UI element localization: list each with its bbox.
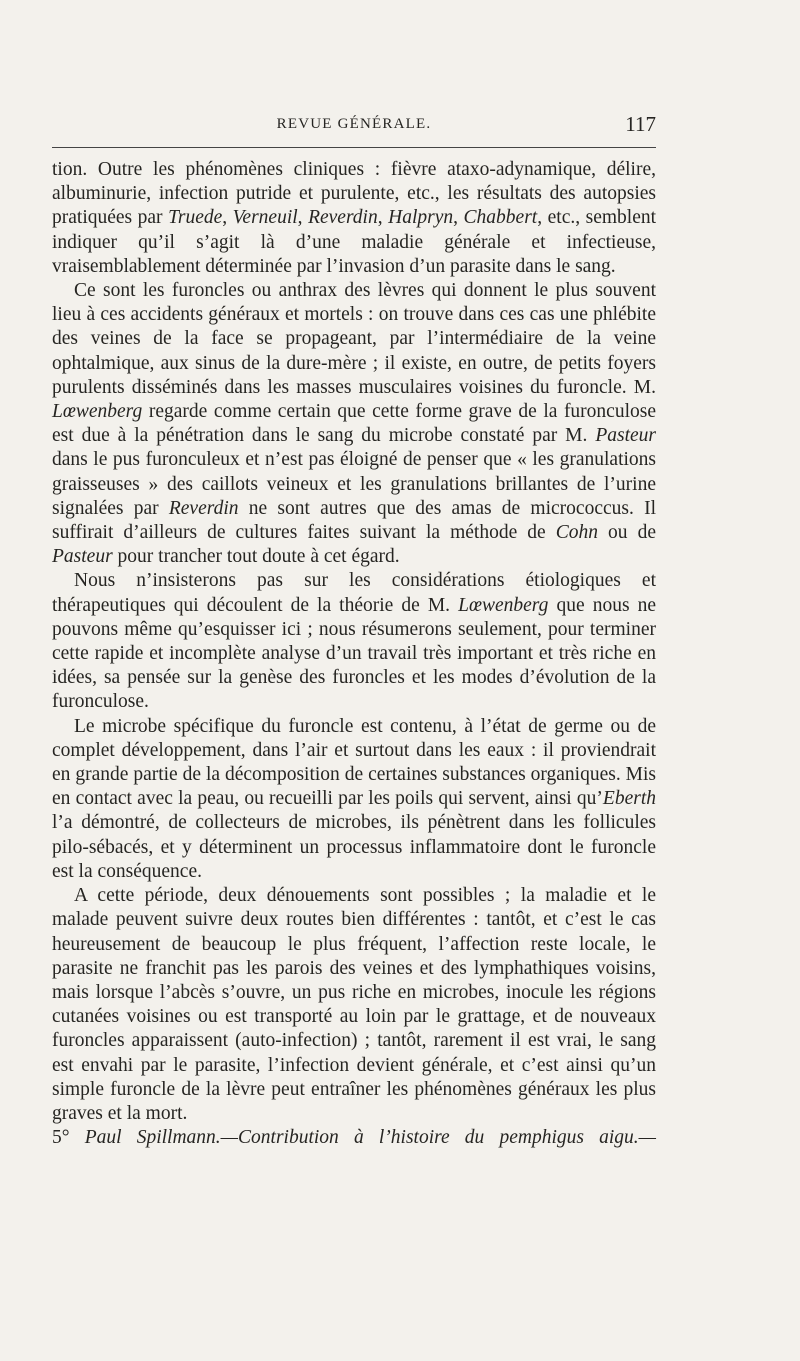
paragraph-text: etc., semblent indiquer qu’il s’agit là d’une maladie générale et infectieuse, vraisemblablement déterminée par l’invasion d’un parasite dans le sang. [52, 207, 657, 277]
author-name: Cohn [555, 522, 599, 544]
body-text [52, 158, 656, 1150]
author-name: Verneuil [232, 207, 298, 229]
paragraph-continuation: tion. Outre les phénomènes cliniques : fièvre ataxo-adynamique, délire, albuminurie, infection putride et purulente, etc., les résultats des autopsies pratiquées par Truede, Verneuil, Reverdin, Halpryn, Chabbert, etc., semblent indiquer qu’il s’agit là d’une maladie générale et infectieuse, vraisemblablement déterminée par l’invasion d’un parasite dans le sang. [52, 159, 657, 277]
paragraph-text: Nous n’insisterons pas sur les considérations étiologiques et thérapeutiques qui découlent de la théorie de M. [52, 570, 656, 616]
paragraph-text: tion. Outre les phénomènes cliniques : fièvre ataxo-adynamique, délire, albuminurie, infection putride et purulente, etc., les résultats des autopsies pratiquées par [52, 159, 656, 229]
paragraph-text: Le microbe spécifique du furoncle est contenu, à l’état de germe ou de complet développement, dans l’air et surtout dans les eaux : il proviendrait en grande partie de la décomposition de certaines substances organiques. Mis en contact avec la peau, ou recueilli par les poils qui servent, ainsi qu’ [52, 715, 656, 810]
paragraph-text: l’a démontré, de collecteurs de microbes, ils pénètrent dans les follicules pilo-sébacés, et y déterminent un processus inflammatoire dont le furoncle est la conséquence. [52, 812, 656, 882]
paragraph-considerations [52, 569, 656, 714]
author-name: Reverdin [168, 497, 239, 519]
page-number: 117 [625, 112, 656, 136]
paragraph-next-article [52, 1126, 656, 1150]
author-name: Reverdin [308, 207, 378, 229]
paragraph-denouements: A cette période, deux dénouements sont possibles ; la maladie et le malade peuvent suivre deux routes bien différentes : tantôt, et c’est le cas heureusement de beaucoup le plus fréquent, l’affection reste locale, le parasite ne franchit pas les parois des veines et des lymphathiques voisins, mais lorsque l’abcès s’ouvre, un pus riche en microbes, inocule les régions cutanées voisines ou est transporté au loin par le grattage, et de nouveaux furoncles apparaissent (auto-infection) ; tantôt, rarement il est vrai, le sang est envahi par le parasite, l’infection devient générale, et c’est ainsi qu’un simple furoncle de la lèvre peut entraîner les phénomènes généraux les plus graves et la mort. [52, 885, 656, 1124]
paragraph-text: ou de [598, 522, 657, 544]
author-name: Eberth [602, 788, 656, 810]
paragraph-text: dans le pus furonculeux et n’est pas éloigné de penser que « les granulations graisseuses » des caillots veineux et les granulations brillantes de l’urine signalées par [52, 449, 656, 519]
paragraph-microbe [52, 715, 656, 884]
article-citation: Paul Spillmann.—Contribution à l’histoire du pemphigus aigu.— [84, 1127, 657, 1149]
paragraph-text: ne sont autres que des amas de micrococcus. Il suffirait d’ailleurs de cultures faites suivant la méthode de [52, 497, 656, 544]
paragraph-furoncles [52, 279, 656, 569]
author-name: Lœwenberg [458, 594, 549, 616]
header-rule [52, 147, 656, 148]
author-name: Chabbert [463, 207, 538, 229]
author-name: Pasteur [52, 546, 113, 568]
author-name: Truede [168, 207, 223, 229]
running-title: REVUE GÉNÉRALE. [276, 116, 432, 132]
author-name: Pasteur [595, 425, 656, 447]
page-header [52, 112, 656, 138]
author-name: Halpryn [388, 207, 454, 229]
paragraph-text: regarde comme certain que cette forme grave de la furonculose est due à la pénétration dans le sang du microbe constaté par M. [52, 401, 656, 447]
paragraph-text: que nous ne pouvons même qu’esquisser ici ; nous résumerons seulement, pour terminer cette rapide et incomplète analyse d’un travail très important et très riche en idées, sa pensée sur la genèse des furoncles et les modes d’évolution de la furonculose. [52, 594, 656, 713]
section-number: 5° [52, 1127, 70, 1149]
paragraph-text: pour trancher tout doute à cet égard. [112, 546, 400, 568]
paragraph-text: Ce sont les furoncles ou anthrax des lèvres qui donnent le plus souvent lieu à ces accidents généraux et mortels : on trouve dans ces cas une phlébite des veines de la face se propageant, par l’intermédiaire de la veine ophtalmique, aux sinus de la dure-mère ; il existe, en outre, de petits foyers purulents disséminés dans les masses musculaires voisines du furoncle. M. [52, 280, 656, 398]
author-name: Lœwenberg [52, 401, 143, 423]
